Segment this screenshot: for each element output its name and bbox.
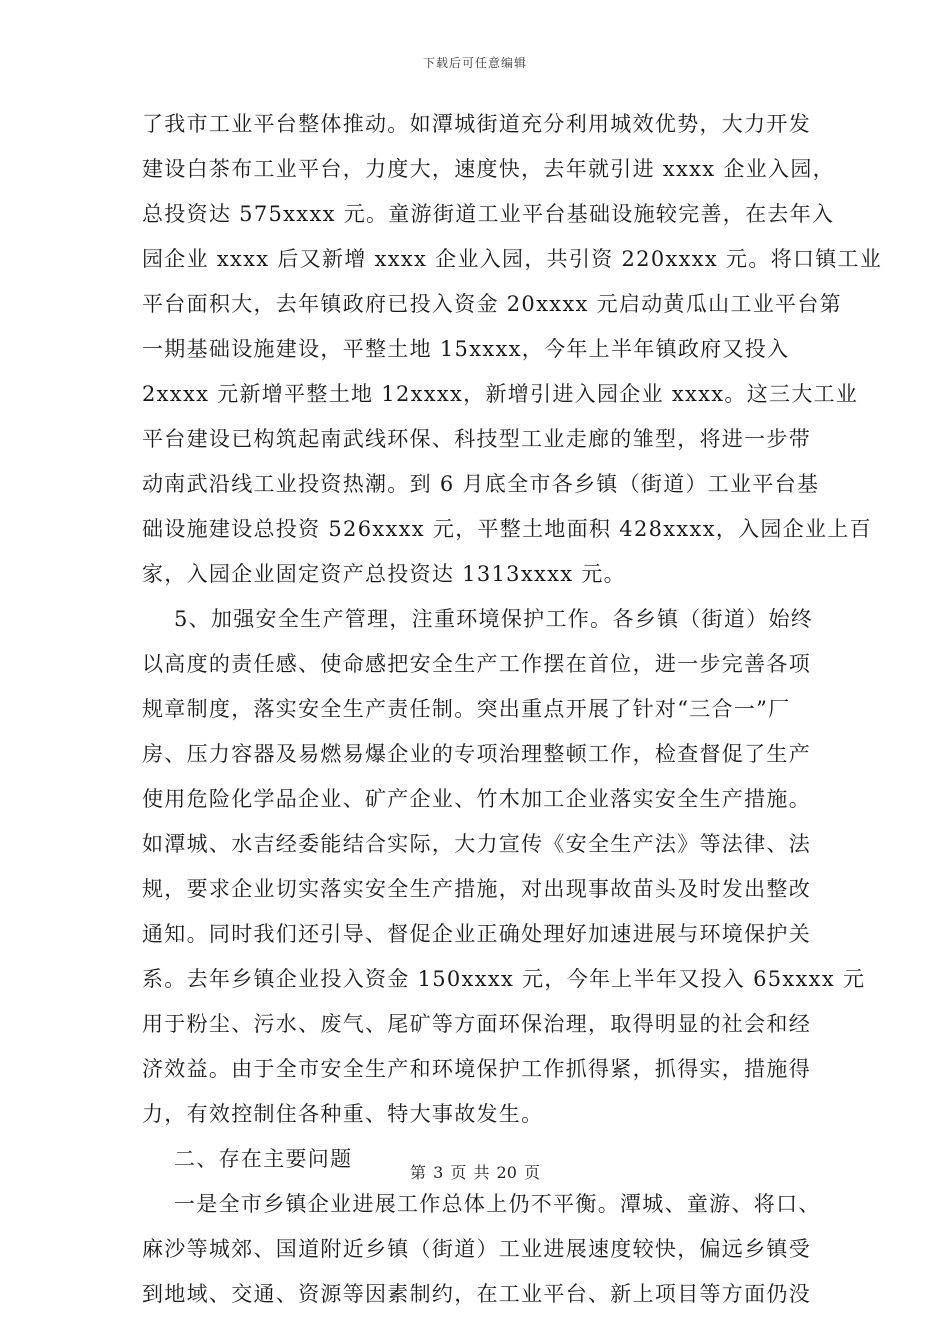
document-body: [142, 107, 883, 1322]
text-line: 建设白茶布工业平台，力度大，速度快，去年就引进 xxxx 企业入园，: [142, 157, 835, 181]
text-line: 用于粉尘、污水、废气、尾矿等方面环保治理，取得明显的社会和经: [142, 1012, 811, 1036]
text-line: 济效益。由于全市安全生产和环境保护工作抓得紧，抓得实，措施得: [142, 1057, 811, 1081]
text-line: 平台建设已构筑起南武线环保、科技型工业走廊的雏型，将进一步带: [142, 427, 811, 451]
text-line: 园企业 xxxx 后又新增 xxxx 企业入园，共引资 220xxxx 元。将口镇工业: [142, 247, 883, 271]
text-line: 如潭城、水吉经委能结合实际，大力宣传《安全生产法》等法律、法: [142, 832, 811, 856]
text-line: 通知。同时我们还引导、督促企业正确处理好加速进展与环境保护关: [142, 922, 811, 946]
text-line: 麻沙等城郊、国道附近乡镇（街道）工业进展速度较快，偏远乡镇受: [142, 1237, 811, 1261]
page-header: 下载后可任意编辑: [422, 56, 527, 70]
text-line: 以高度的责任感、使命感把安全生产工作摆在首位，进一步完善各项: [142, 652, 811, 676]
text-line: 2xxxx 元新增平整土地 12xxxx，新增引进入园企业 xxxx。这三大工业: [142, 382, 859, 406]
text-line: 规章制度，落实安全生产责任制。突出重点开展了针对“三合一”厂: [142, 697, 791, 721]
text-line: 一期基础设施建设，平整土地 15xxxx，今年上半年镇政府又投入: [142, 337, 790, 361]
text-line: 家，入园企业固定资产总投资达 1313xxxx 元。: [142, 562, 626, 586]
text-line: 系。去年乡镇企业投入资金 150xxxx 元，今年上半年又投入 65xxxx 元: [142, 967, 866, 991]
text-line: 房、压力容器及易燃易爆企业的专项治理整顿工作，检查督促了生产: [142, 742, 811, 766]
text-line: 平台面积大，去年镇政府已投入资金 20xxxx 元启动黄瓜山工业平台第: [142, 292, 842, 316]
section-heading: 二、存在主要问题: [174, 1147, 353, 1171]
text-line: 到地域、交通、资源等因素制约，在工业平台、新上项目等方面仍没: [142, 1282, 811, 1306]
text-line: 总投资达 575xxxx 元。童游街道工业平台基础设施较完善，在去年入: [142, 202, 835, 226]
text-line: 一是全市乡镇企业进展工作总体上仍不平衡。潭城、童游、将口、: [174, 1192, 821, 1216]
text-line: 规，要求企业切实落实安全生产措施，对出现事故苗头及时发出整改: [142, 877, 811, 901]
text-line: 础设施建设总投资 526xxxx 元，平整土地面积 428xxxx，入园企业上百: [142, 517, 872, 541]
text-line: 使用危险化学品企业、矿产企业、竹木加工企业落实安全生产措施。: [142, 787, 811, 811]
text-line: 5、加强安全生产管理，注重环境保护工作。各乡镇（街道）始终: [174, 607, 814, 631]
page-number: 第 3 页 共 20 页: [410, 1163, 540, 1182]
text-line: 动南武沿线工业投资热潮。到 6 月底全市各乡镇（街道）工业平台基: [142, 472, 820, 496]
text-line: 力，有效控制住各种重、特大事故发生。: [142, 1102, 544, 1126]
text-line: 了我市工业平台整体推动。如潭城街道充分利用城效优势，大力开发: [142, 112, 811, 136]
